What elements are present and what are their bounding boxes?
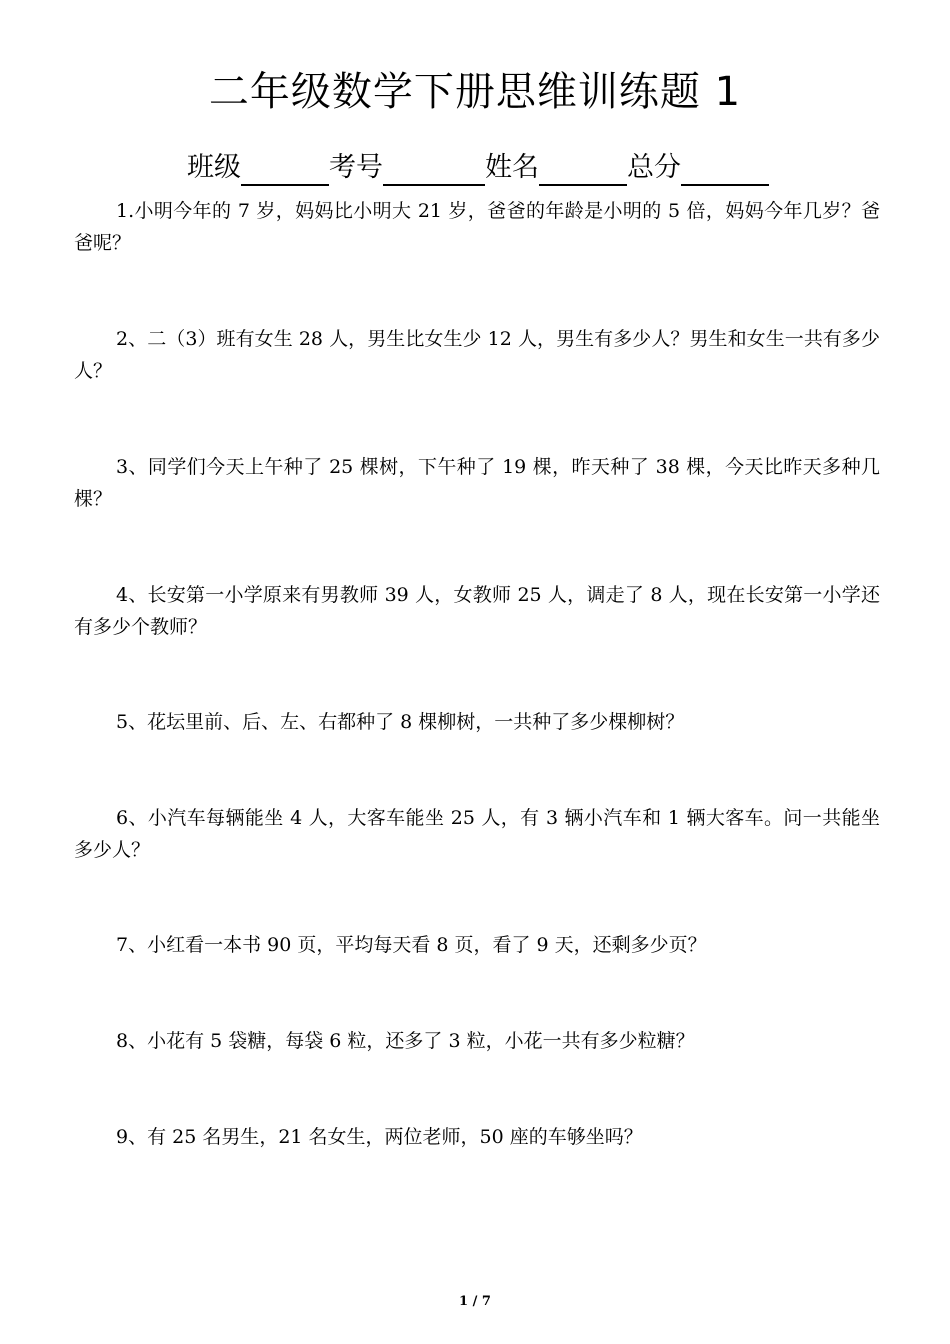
info-field-class [187, 148, 329, 188]
info-field-exam-number [329, 148, 485, 188]
exam-number-blank-line [383, 184, 485, 186]
question-2: 2、二（3）班有女生 28 人，男生比女生少 12 人，男生有多少人？男生和女生一共有多少人？ [74, 328, 880, 382]
student-info-row [187, 142, 769, 188]
page-number: 1 / 7 [459, 1294, 491, 1309]
info-field-total-score [627, 148, 769, 188]
total-score-blank-line [681, 184, 769, 186]
question-4: 4、长安第一小学原来有男教师 39 人，女教师 25 人，调走了 8 人，现在长安第一小学还有多少个教师？ [74, 584, 880, 638]
info-label-class: 班级 [187, 152, 241, 183]
question-6: 6、小汽车每辆能坐 4 人，大客车能坐 25 人，有 3 辆小汽车和 1 辆大客车。问一共能坐多少人？ [74, 807, 880, 861]
info-field-name [485, 148, 627, 188]
info-label-name: 姓名 [485, 152, 539, 183]
question-8: 8、小花有 5 袋糖，每袋 6 粒，还多了 3 粒，小花一共有多少粒糖？ [116, 1030, 695, 1052]
question-9: 9、有 25 名男生，21 名女生，两位老师，50 座的车够坐吗？ [116, 1126, 643, 1148]
question-5: 5、花坛里前、后、左、右都种了 8 棵柳树，一共种了多少棵柳树？ [116, 711, 685, 733]
class-blank-line [241, 184, 329, 186]
question-1: 1.小明今年的 7 岁，妈妈比小明大 21 岁，爸爸的年龄是小明的 5 倍，妈妈今年几岁？爸爸呢？ [74, 200, 880, 254]
info-label-total-score: 总分 [627, 152, 681, 183]
page-title: 二年级数学下册思维训练题 1 [208, 69, 742, 115]
info-label-exam-number: 考号 [329, 152, 383, 183]
question-7: 7、小红看一本书 90 页，平均每天看 8 页，看了 9 天，还剩多少页？ [116, 934, 707, 956]
question-3: 3、同学们今天上午种了 25 棵树，下午种了 19 棵，昨天种了 38 棵，今天比昨天多种几棵？ [74, 456, 880, 510]
name-blank-line [539, 184, 627, 186]
